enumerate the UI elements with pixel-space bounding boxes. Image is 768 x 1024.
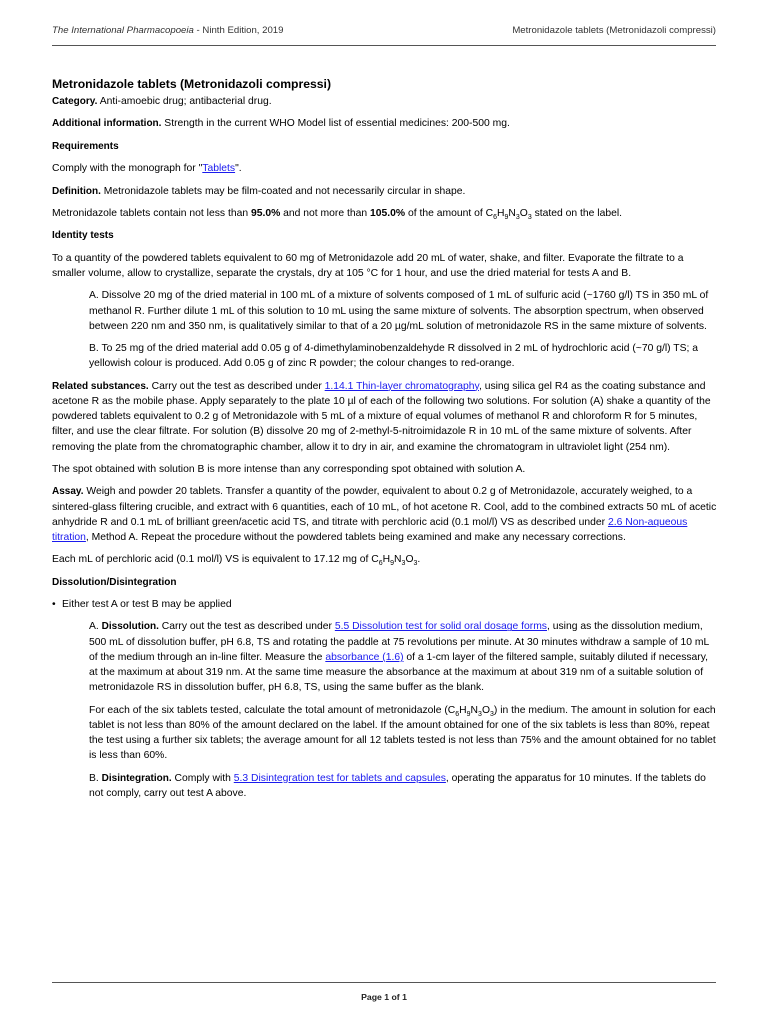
equiv-end: .: [417, 554, 421, 566]
disintegration-test-b: [89, 771, 718, 801]
content-min: 95.0%: [250, 207, 281, 219]
related-text-1: Carry out the test as described under: [148, 380, 325, 392]
additional-info-label: Additional information.: [52, 118, 162, 130]
non-aqueous-titration-link[interactable]: 2.6 Non-aqueous titration: [52, 516, 688, 543]
identity-tests-heading: Identity tests: [52, 230, 114, 242]
either-text: Either test A or test B may be applied: [62, 599, 232, 611]
assay-equivalence: [52, 552, 718, 567]
assay-label: Assay.: [52, 486, 84, 498]
identity-test-b: B. To 25 mg of the dried material add 0.05 g of 4-dimethylaminobenzaldehyde R dissolved in 2 mL of hydrochloric acid (~70 g/l) TS; a yellowish colour is produced. Add 0.05 g of zinc R powder; the colour changes to red-orange.: [89, 343, 698, 370]
header-monograph: Metronidazole tablets (Metronidazoli compressi): [512, 25, 716, 36]
category-label: Category.: [52, 96, 98, 107]
formula-n: N: [508, 207, 516, 219]
identity-intro: To a quantity of the powdered tablets equivalent to 60 mg of Metronidazole add 20 mL of water, shake, and filter. Evaporate the filtrate to a smaller volume, allow to crystallize, separate the crystals, dry at 105 °C for 1 hour, and use the dried material for tests A and B.: [52, 252, 684, 279]
test-b-text-2: , operating the apparatus for 10 minutes. If the tablets do not comply, carry out test A above.: [89, 772, 706, 799]
calc-text-2: ) in the medium. The amount in solution for each tablet is not less than 80% of the amount declared on the label. If the amount obtained for one of the six tablets is less than 80%, repeat the test using a further six tablets; the average amount for all 12 tablets tested is not less than 75% and the amount obtained for no tablet is less than 60%.: [89, 704, 716, 762]
content-limits: [52, 206, 718, 221]
category: [52, 94, 718, 109]
test-a-prefix: A.: [89, 621, 102, 633]
definition-text: Metronidazole tablets may be film-coated and not necessarily circular in shape.: [100, 185, 466, 197]
requirements-text: [52, 161, 718, 176]
header-publication: [52, 25, 283, 36]
edition: - Ninth Edition, 2019: [193, 25, 284, 36]
equiv-text: Each mL of perchloric acid (0.1 mol/l) VS is equivalent to 17.12 mg of C: [52, 554, 379, 566]
test-b-prefix: B.: [89, 772, 102, 784]
content-text-4: stated on the label.: [531, 207, 623, 219]
formula-n: N: [394, 554, 402, 566]
formula-h: H: [382, 554, 391, 566]
formula-h: H: [497, 207, 505, 219]
test-a-text-2: , using as the dissolution medium, 500 mL of dissolution buffer, pH 6.8, TS and rotating the paddle at 75 revolutions per minute. At 30 minutes withdraw a sample of 10 mL of the medium through an in-line filter. Measure the: [89, 621, 709, 663]
formula-h-count: 9: [390, 560, 395, 568]
formula-c-count: 6: [378, 560, 383, 568]
formula-o-count: 3: [489, 710, 494, 718]
definition-label: Definition.: [52, 185, 101, 197]
formula-o-count: 3: [413, 560, 418, 568]
bullet-icon: •: [52, 599, 56, 611]
formula-c-count: 6: [455, 710, 460, 718]
test-a-text-3: of a 1-cm layer of the filtered sample, suitably diluted if necessary, at the maximum at about 319 nm. At the same time measure the absorbance at the maximum at about 319 nm of a suitable solution of metronidazole RS in dissolution buffer, pH 6.8, TS, using the same buffer as the blank.: [89, 651, 709, 694]
requirements-heading: Requirements: [52, 140, 119, 152]
disintegration-label: Disintegration.: [101, 772, 172, 784]
dissolution-calculation: [89, 703, 718, 764]
assay: [52, 484, 718, 545]
absorbance-link[interactable]: absorbance (1.6): [325, 651, 404, 663]
test-b-text-1: Comply with: [171, 772, 234, 784]
either-test-item: [52, 597, 718, 612]
category-text: Anti-amoebic drug; antibacterial drug.: [97, 96, 272, 107]
disintegration-test-link[interactable]: 5.3 Disintegration test for tablets and capsules: [233, 772, 446, 784]
header-divider: [52, 45, 716, 46]
content-max: 105.0%: [370, 207, 406, 219]
tablets-link[interactable]: Tablets: [202, 163, 236, 175]
additional-info-text: Strength in the current WHO Model list of essential medicines: 200-500 mg.: [161, 118, 510, 130]
test-a-text-1: Carry out the test as described under: [158, 621, 335, 633]
formula-o: O: [519, 207, 528, 219]
formula-o: O: [481, 704, 490, 716]
dissolution-label: Dissolution.: [101, 621, 159, 633]
page-number: Page 1 of 1: [361, 992, 407, 1002]
page-title: Metronidazole tablets (Metronidazoli compressi): [52, 77, 331, 91]
content-text-1: Metronidazole tablets contain not less than: [52, 207, 251, 219]
formula-h-count: 9: [504, 213, 509, 221]
dissolution-test-link[interactable]: 5.5 Dissolution test for solid oral dosage forms: [334, 621, 547, 633]
page-header: [52, 25, 716, 43]
assay-text-1: Weigh and powder 20 tablets. Transfer a quantity of the powder, equivalent to about 0.2 g of Metronidazole, accurately weighed, to a sintered-glass filtering crucible, and extract with 6 quantities, each of 10 mL, of hot acetone R. Cool, add to the combined extracts 50 mL of acetic anhydride R and 0.1 mL of brilliant green/acetic acid TS, and titrate with perchloric acid (0.1 mol/l) VS as described under: [52, 486, 717, 528]
dissolution-heading: Dissolution/Disintegration: [52, 576, 177, 588]
footer-divider: [52, 982, 716, 983]
assay-text-2: , Method A. Repeat the procedure without the powdered tablets being examined and make any necessary corrections.: [85, 531, 626, 543]
dissolution-test-a: [89, 619, 718, 695]
formula-n-count: 3: [401, 560, 406, 568]
related-result: The spot obtained with solution B is more intense than any corresponding spot obtained with solution A.: [52, 463, 526, 475]
content-text-3: of the amount of C: [405, 207, 494, 219]
formula-n-count: 3: [515, 213, 520, 221]
tlc-link[interactable]: 1.14.1 Thin-layer chromatography: [324, 380, 479, 392]
definition: [52, 184, 718, 199]
identity-test-a: A. Dissolve 20 mg of the dried material in 100 mL of a mixture of solvents composed of 1 mL of sulfuric acid (~1760 g/l) TS in 350 mL of methanol R. Further dilute 1 mL of this solution to 10 mL using the same mixture of solvents. The absorption spectrum, when observed between 220 nm and 350 nm, is qualitatively similar to that of a 20 µg/mL solution of metronidazole RS in the same mixture of solvents.: [89, 290, 709, 332]
related-label: Related substances.: [52, 380, 149, 392]
formula-h: H: [459, 704, 467, 716]
comply-prefix: Comply with the monograph for ": [52, 163, 203, 175]
content-text-2: and not more than: [280, 207, 371, 219]
formula-c-count: 6: [493, 213, 497, 221]
formula-o-count: 3: [527, 213, 532, 221]
formula-h-count: 9: [466, 710, 471, 718]
related-text-2: , using silica gel R4 as the coating substance and acetone R as the mobile phase. Apply separately to the plate 10 µl of each of the following two solutions. For solution (A) shake a quantity of the powdered tablets equivalent to 0.2 g of Metronidazole with 5 mL of a mixture of equal volumes of methanol R and chloroform R for 5 minutes, filter, and use the clear filtrate. For solution (B) dissolve 20 mg of 2-methyl-5-nitroimidazole R in 10 mL of the same mixture of solvents. After removing the plate from the chromatographic chamber, allow it to dry in air, and examine the chromatogram in ultraviolet light (254 nm).: [52, 380, 711, 453]
additional-information: [52, 116, 718, 131]
related-substances: [52, 379, 718, 455]
formula-n-count: 3: [478, 710, 482, 718]
formula-o: O: [405, 554, 414, 566]
comply-suffix: ".: [235, 163, 242, 175]
publication-name: The International Pharmacopoeia: [52, 25, 194, 36]
formula-n: N: [470, 704, 479, 716]
calc-text-1: For each of the six tablets tested, calculate the total amount of metronidazole (C: [89, 704, 456, 716]
monograph-body: [52, 76, 718, 808]
